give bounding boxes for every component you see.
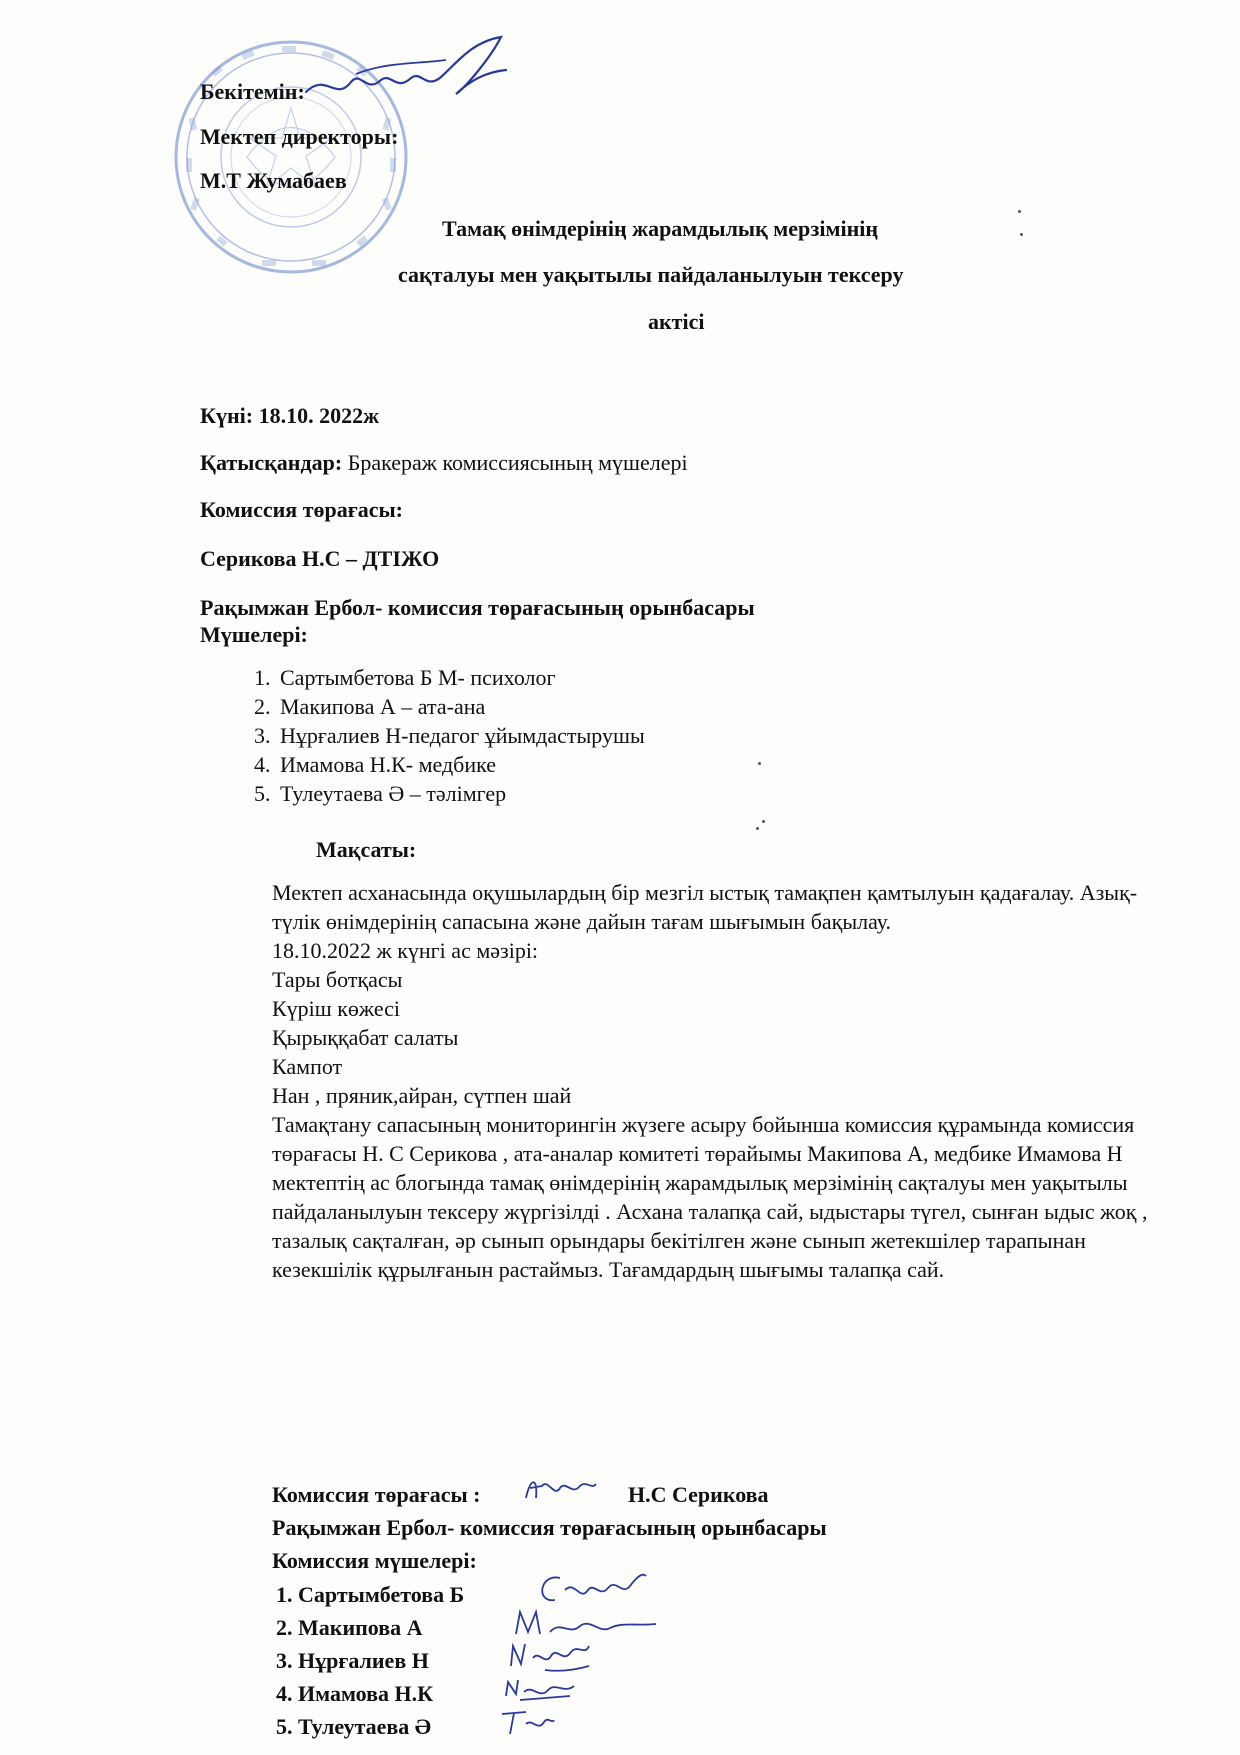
scan-speck [1018, 210, 1021, 213]
participants-value: Бракераж комиссиясының мүшелері [342, 450, 688, 475]
menu-item: Тары ботқасы [272, 967, 403, 992]
list-item: 2. Макипова А – ата-ана [276, 692, 645, 721]
sign-deputy: Рақымжан Ербол- комиссия төрағасының орынбасары [272, 1515, 827, 1540]
member-signature [500, 1672, 580, 1708]
menu-item: Күріш көжесі [272, 996, 401, 1021]
members-list [234, 663, 645, 808]
scan-speck [756, 827, 759, 830]
participants-line [200, 449, 688, 477]
approval-label: Бекітемін: [200, 79, 305, 104]
scan-speck [1020, 233, 1023, 236]
sign-chair-label: Комиссия төрағасы : [272, 1482, 481, 1507]
chair-signature [520, 1468, 600, 1508]
participants-label: Қатысқандар: [200, 450, 343, 475]
sign-members-label: Комиссия мүшелері: [272, 1548, 477, 1573]
director-signature [296, 32, 526, 112]
sign-chair-name: Н.С Серикова [628, 1482, 769, 1507]
title-line-3: актісі [648, 309, 705, 334]
menu-title: 18.10.2022 ж күнгі ас мәзірі: [272, 938, 539, 963]
deputy-line: Рақымжан Ербол- комиссия төрағасының орынбасары [200, 595, 755, 620]
scan-speck [758, 762, 761, 765]
list-item: 4. Имамова Н.К [298, 1677, 464, 1710]
date-line: Күні: 18.10. 2022ж [200, 403, 380, 428]
scan-speck [762, 820, 765, 823]
members-heading: Мүшелері: [200, 622, 308, 647]
member-signature [496, 1706, 556, 1740]
menu-item: Қырыққабат салаты [272, 1025, 459, 1050]
menu-item: Кампот [272, 1054, 343, 1079]
goal-block [272, 878, 1172, 1284]
list-item: 5. Тулеутаева Ә – тәлімгер [276, 779, 645, 808]
list-item: 2. Макипова А [298, 1611, 464, 1644]
title-line-1: Тамақ өнімдерінің жарамдылық мерзімінің [442, 216, 879, 241]
chair-name: Серикова Н.С – ДТІЖО [200, 546, 440, 571]
list-item: 1. Сартымбетова Б [298, 1578, 464, 1611]
list-item: 5. Тулеутаева Ә [298, 1710, 464, 1743]
chair-heading: Комиссия төрағасы: [200, 497, 404, 522]
director-position: Мектеп директоры: [200, 124, 399, 149]
goal-text: Мектеп асханасында оқушылардың бір мезгіл ыстық тамақпен қамтылуын қадағалау. Азық-түлік өнімдерінің сапасына және дайын тағам шығымын бақылау. [272, 880, 1138, 934]
signature-members-list [250, 1578, 464, 1743]
list-item: 3. Нұрғалиев Н [298, 1644, 464, 1677]
list-item: 3. Нұрғалиев Н-педагог ұйымдастырушы [276, 721, 645, 750]
goal-heading: Мақсаты: [316, 837, 417, 862]
title-line-2: сақталуы мен уақытылы пайдаланылуын тексеру [398, 262, 904, 287]
list-item: 1. Сартымбетова Б М- психолог [276, 663, 645, 692]
director-name: М.Т Жумабаев [200, 168, 347, 193]
conclusion-text: Тамақтану сапасының мониторингін жүзеге асыру бойынша комиссия құрамында комиссия төрағасы Н. С Серикова , ата-аналар комитеті төрайымы Макипова А, медбике Имамова Н мектептің ас блогында тамақ өнімдерінің жарамдылық мерзімінің сақталуы мен уақытылы пайдаланылуын тексеру жүргізілді . Асхана талапқа сай, ыдыстары түгел, сынған ыдыс жоқ , тазалық сақталған, әр сынып орындары бекітілген және сынып жетекшілер тарапынан кезекшілік құрылғанын растаймыз. Тағамдардың шығымы талапқа сай. [272, 1112, 1148, 1282]
menu-item: Нан , пряник,айран, сүтпен шай [272, 1083, 572, 1108]
list-item: 4. Имамова Н.К- медбике [276, 750, 645, 779]
